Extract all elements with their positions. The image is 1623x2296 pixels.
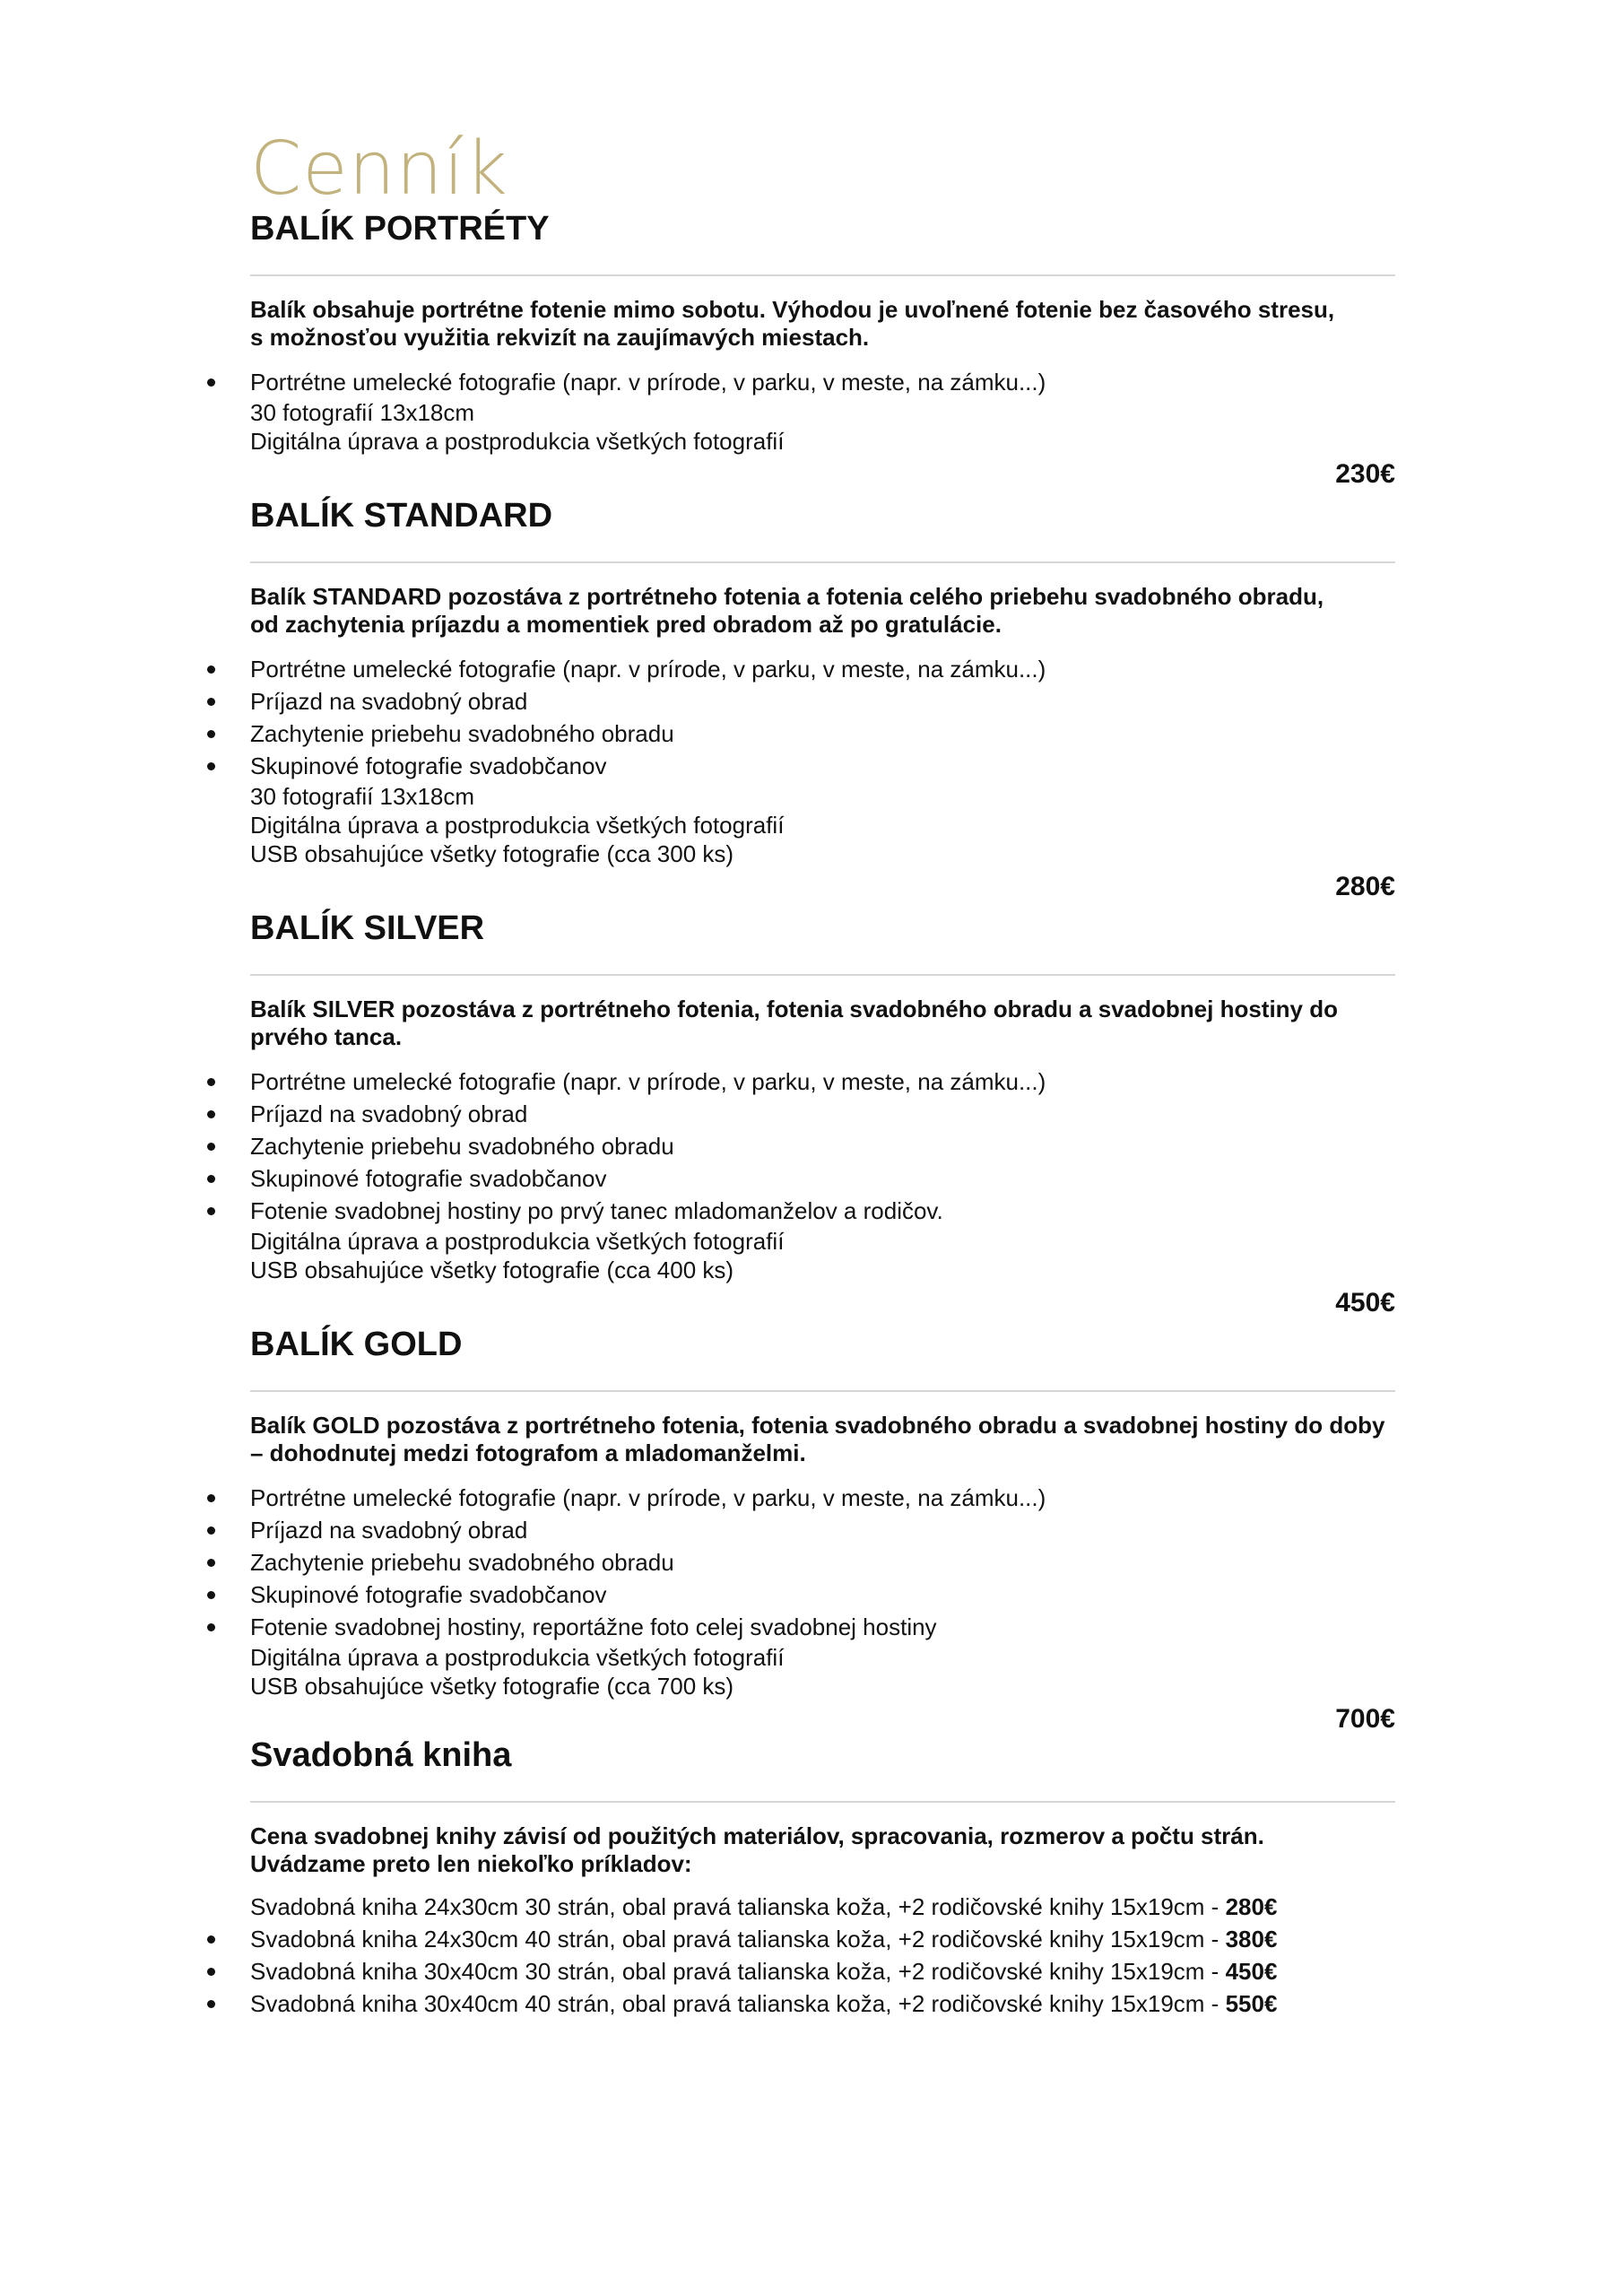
list-item: 30 fotografií 13x18cm	[250, 783, 475, 810]
list-item: Príjazd na svadobný obrad	[250, 685, 1395, 718]
package-intro	[250, 1412, 1395, 1467]
list-item: Digitálna úprava a postprodukcia všetkých fotografií	[250, 428, 785, 455]
intro-line: Balík SILVER pozostáva z portrétneho fotenia, fotenia svadobného obradu a svadobnej hostiny do prvého tanca.	[250, 996, 1338, 1050]
package-feature-list	[250, 1482, 1395, 1700]
list-item: Portrétne umelecké fotografie (napr. v prírode, v parku, v meste, na zámku...)	[250, 653, 1395, 685]
list-item: Príjazd na svadobný obrad	[250, 1098, 1395, 1130]
document-content	[250, 126, 1395, 2020]
book-option-text: Svadobná kniha 30x40cm 30 strán, obal pravá talianska koža, +2 rodičovské knihy 15x19cm -	[250, 1958, 1226, 1985]
packages-container	[250, 208, 1395, 1735]
list-item: Digitálna úprava a postprodukcia všetkých fotografií	[250, 812, 785, 839]
package-title: BALÍK STANDARD	[250, 497, 553, 535]
package-section	[250, 1324, 1395, 1735]
package-price: 450€	[1335, 1288, 1395, 1318]
package-intro	[250, 296, 1395, 352]
list-item: Fotenie svadobnej hostiny, reportážne foto celej svadobnej hostiny	[250, 1611, 1395, 1643]
list-item: Skupinové fotografie svadobčanov	[250, 1578, 1395, 1611]
book-list	[250, 1891, 1395, 2020]
package-title: BALÍK GOLD	[250, 1326, 463, 1363]
list-item: Digitálna úprava a postprodukcia všetkých fotografií	[250, 1644, 785, 1671]
list-item: Portrétne umelecké fotografie (napr. v prírode, v parku, v meste, na zámku...)	[250, 1482, 1395, 1514]
package-intro	[250, 583, 1395, 639]
intro-line: Uvádzame preto len niekoľko príkladov:	[250, 1850, 692, 1877]
section-divider	[250, 974, 1395, 976]
intro-line: Balík GOLD pozostáva z portrétneho fotenia, fotenia svadobného obradu a svadobnej hostiny do doby – dohodnutej medzi fotografom a mladomanželmi.	[250, 1412, 1385, 1466]
list-item: Príjazd na svadobný obrad	[250, 1514, 1395, 1546]
book-option	[250, 1923, 1395, 1955]
list-item: Zachytenie priebehu svadobného obradu	[250, 1546, 1395, 1578]
intro-line: Balík obsahuje portrétne fotenie mimo sobotu. Výhodou je uvoľnené fotenie bez časového stresu,	[250, 296, 1335, 323]
book-option	[250, 1891, 1395, 1923]
book-option-price: 450€	[1225, 1958, 1278, 1985]
list-item: USB obsahujúce všetky fotografie (cca 400 ks)	[250, 1257, 734, 1283]
list-item: Digitálna úprava a postprodukcia všetkých fotografií	[250, 1228, 785, 1255]
package-feature-list	[250, 1065, 1395, 1284]
package-section	[250, 495, 1395, 902]
intro-line: Balík STANDARD pozostáva z portrétneho fotenia a fotenia celého priebehu svadobného obradu,	[250, 583, 1324, 610]
intro-line: Cena svadobnej knihy závisí od použitých materiálov, spracovania, rozmerov a počtu strán.	[250, 1822, 1264, 1849]
list-item: Zachytenie priebehu svadobného obradu	[250, 1130, 1395, 1162]
list-item: Portrétne umelecké fotografie (napr. v prírode, v parku, v meste, na zámku...)	[250, 1065, 1395, 1098]
book-option-price: 280€	[1225, 1893, 1278, 1920]
list-item: Skupinové fotografie svadobčanov	[250, 750, 1395, 782]
section-divider	[250, 274, 1395, 276]
package-price: 230€	[1335, 459, 1395, 489]
book-option	[250, 1987, 1395, 2020]
book-option-text: Svadobná kniha 24x30cm 40 strán, obal pravá talianska koža, +2 rodičovské knihy 15x19cm -	[250, 1926, 1226, 1952]
package-price: 700€	[1335, 1704, 1395, 1734]
package-intro	[250, 996, 1395, 1051]
list-item: USB obsahujúce všetky fotografie (cca 700 ks)	[250, 1673, 734, 1700]
list-item: Portrétne umelecké fotografie (napr. v prírode, v parku, v meste, na zámku...)	[250, 366, 1395, 398]
cennik-logo: Cenník	[250, 126, 508, 212]
section-divider	[250, 561, 1395, 563]
list-item: USB obsahujúce všetky fotografie (cca 300 ks)	[250, 840, 734, 867]
section-divider	[250, 1801, 1395, 1803]
book-option-text: Svadobná kniha 30x40cm 40 strán, obal pravá talianska koža, +2 rodičovské knihy 15x19cm -	[250, 1990, 1226, 2017]
package-price: 280€	[1335, 872, 1395, 901]
book-option-price: 550€	[1225, 1990, 1278, 2017]
book-section	[250, 1735, 1395, 2020]
package-feature-list	[250, 653, 1395, 868]
section-divider	[250, 1390, 1395, 1392]
package-title: BALÍK PORTRÉTY	[250, 210, 550, 248]
book-option-price: 380€	[1225, 1926, 1278, 1952]
book-option-text: Svadobná kniha 24x30cm 30 strán, obal pravá talianska koža, +2 rodičovské knihy 15x19cm -	[250, 1893, 1226, 1920]
intro-line: s možnosťou využitia rekvizít na zaujímavých miestach.	[250, 324, 870, 351]
book-title: Svadobná kniha	[250, 1736, 512, 1774]
package-section	[250, 908, 1395, 1318]
package-section	[250, 208, 1395, 490]
book-intro	[250, 1822, 1395, 1878]
list-item: Skupinové fotografie svadobčanov	[250, 1162, 1395, 1195]
book-option	[250, 1955, 1395, 1987]
package-title: BALÍK SILVER	[250, 909, 485, 947]
list-item: Fotenie svadobnej hostiny po prvý tanec mladomanželov a rodičov.	[250, 1195, 1395, 1227]
package-feature-list	[250, 366, 1395, 456]
intro-line: od zachytenia príjazdu a momentiek pred obradom až po gratulácie.	[250, 611, 1002, 638]
list-item: 30 fotografií 13x18cm	[250, 399, 475, 426]
list-item: Zachytenie priebehu svadobného obradu	[250, 718, 1395, 750]
